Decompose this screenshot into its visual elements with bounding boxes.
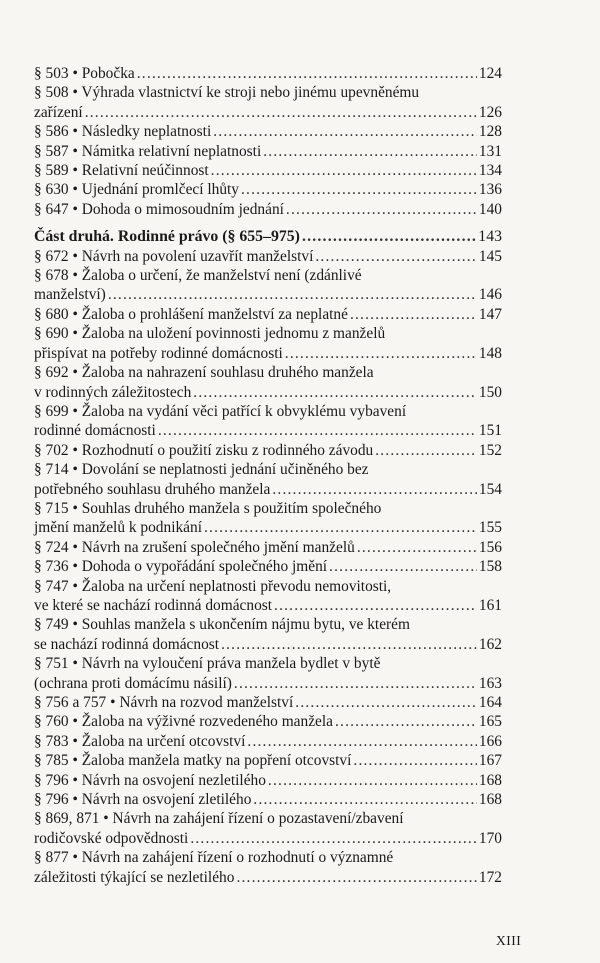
toc-entry [34,64,502,83]
toc-entry-title-line: § 785 • Žaloba manžela matky na popření otcovství [34,752,352,770]
toc-page-number: 136 [478,181,502,199]
toc-entry [34,771,502,790]
toc-entry-title-line: § 749 • Souhlas manžela s ukončením nájmu bytu, ve kterém [34,616,410,634]
toc-page-number: 134 [478,162,502,180]
toc-page-number: 151 [478,422,502,440]
toc-entry-row [34,64,502,83]
toc-entry-title-line: § 751 • Návrh na vyloučení práva manžela bydlet v bytě [34,655,381,673]
toc-page-number: 128 [478,123,502,141]
toc-page-number: 147 [478,305,502,323]
toc-entry-row [34,751,502,770]
toc-entry-title-line: § 692 • Žaloba na nahrazení souhlasu druhého manžela [34,364,374,382]
dot-leader [263,142,477,161]
toc-page-number: 145 [478,247,502,265]
dot-leader [315,247,477,266]
toc-entry-row [34,200,502,219]
toc-entry [34,732,502,751]
toc-page-number: 146 [478,286,502,304]
toc-entry-title-line: § 783 • Žaloba na určení otcovství [34,732,246,750]
toc-entry-row [34,180,502,199]
toc-entry-row [34,868,502,887]
toc-entry-row [34,480,502,499]
toc-page-number: 150 [478,383,502,401]
toc-entry [34,538,502,557]
toc-entry [34,712,502,731]
toc-page-number: 143 [478,228,502,246]
toc-page-number: 168 [478,771,502,789]
toc-entry-title-line: § 796 • Návrh na osvojení zletilého [34,791,252,809]
toc-entry-title-line: záležitosti týkající se nezletilého [34,868,235,886]
toc-page-number: 163 [478,674,502,692]
toc-entry [34,654,502,693]
toc-entry-row [34,790,502,809]
dot-leader [268,771,477,790]
toc-page-number: 170 [478,829,502,847]
toc-entry-row [34,285,502,304]
toc-entry [34,441,502,460]
toc-entry [34,809,502,848]
dot-leader [350,305,477,324]
dot-leader [193,383,477,402]
toc-entry-row [34,305,502,324]
toc-page-number: 152 [478,441,502,459]
toc-entry-title-line: § 647 • Dohoda o mimosoudním jednání [34,200,284,218]
toc-entry-row [34,247,502,266]
toc-entry-title-line: zařízení [34,103,83,121]
toc-entry-title-line: rodinné domácnosti [34,422,156,440]
toc-entry [34,142,502,161]
dot-leader [234,674,477,693]
dot-leader [158,421,477,440]
toc-entry-row [34,635,502,654]
toc-entry [34,577,502,616]
toc-entry-title-line: § 690 • Žaloba na uložení povinnosti jednomu z manželů [34,325,386,343]
toc-page-number: 172 [478,868,502,886]
toc-entry-row [34,732,502,751]
page-number: XIII [496,933,522,948]
toc-entry-title-line: § 589 • Relativní neúčinnost [34,162,209,180]
toc-entry-row [34,122,502,141]
toc-entry-title-line: § 796 • Návrh na osvojení nezletilého [34,771,266,789]
toc-entry-title-line: § 869, 871 • Návrh na zahájení řízení o pozastavení/zbavení [34,810,404,828]
toc-page-number: 166 [478,732,502,750]
dot-leader [211,161,477,180]
toc-entry-title-line: § 715 • Souhlas druhého manžela s použitím společného [34,499,382,517]
toc-entry-title-line: ve které se nachází rodinná domácnost [34,596,273,614]
toc-entry [34,460,502,499]
dot-leader [295,693,477,712]
dot-leader [236,868,476,887]
dot-leader [329,557,477,576]
toc-entry-row [34,712,502,731]
toc-page-number: 126 [478,103,502,121]
dot-leader [357,538,477,557]
toc-entry-row [34,674,502,693]
toc-entry [34,693,502,712]
toc-page-number: 168 [478,791,502,809]
toc-page-number: 155 [478,519,502,537]
toc-entry [34,161,502,180]
toc-entry-row [34,383,502,402]
toc-entry-row [34,829,502,848]
toc-page-number: 167 [478,752,502,770]
toc-page-number: 154 [478,480,502,498]
dot-leader [190,829,477,848]
toc-entry-row [34,538,502,557]
dot-leader [253,790,477,809]
dot-leader [247,732,477,751]
toc-entry-title-line: § 760 • Žaloba na výživné rozvedeného manžela [34,713,333,731]
toc-entry [34,848,502,887]
dot-leader [85,103,477,122]
toc-entry-title-line: § 747 • Žaloba na určení neplatnosti převodu nemovitosti, [34,577,392,595]
toc-entry-title-line: § 503 • Pobočka [34,65,135,82]
toc-entry-row [34,441,502,460]
toc-entry-title-line: § 630 • Ujednání promlčecí lhůty [34,181,239,199]
toc-entry [34,122,502,141]
toc-entry-title-line: § 678 • Žaloba o určení, že manželství není (zdánlivé [34,267,362,285]
toc-entry-row [34,771,502,790]
toc-entry-title-line: přispívat na potřeby rodinné domácnosti [34,344,283,362]
toc-page-number: 124 [478,65,502,82]
dot-leader [213,122,477,141]
toc-entry-title-line: § 702 • Rozhodnutí o použití zisku z rodinného závodu [34,441,374,459]
toc-entry-title-line: § 877 • Návrh na zahájení řízení o rozhodnutí o významné [34,849,394,867]
dot-leader [108,285,477,304]
toc-entry-row [34,421,502,440]
dot-leader [302,227,476,246]
dot-leader [353,751,477,770]
toc-entry [34,402,502,441]
toc-entry [34,557,502,576]
toc-page-number: 161 [478,596,502,614]
toc-entry-title-line: § 508 • Výhrada vlastnictví ke stroji nebo jinému upevněnému [34,84,420,102]
toc-page-number: 162 [478,635,502,653]
toc-page-number: 148 [478,344,502,362]
toc-entry-title-line: rodičovské odpovědnosti [34,829,189,847]
toc-entry-row [34,142,502,161]
toc-entry-title-line: § 756 a 757 • Návrh na rozvod manželství [34,694,294,711]
toc-entry [34,305,502,324]
toc-entry-row [34,557,502,576]
toc-entry-row [34,344,502,363]
toc-entry-title-line: se nachází rodinná domácnost [34,635,220,653]
dot-leader [375,441,477,460]
toc-page-number: 164 [478,694,502,711]
toc-entry-row [34,161,502,180]
toc-page-number: 158 [478,558,502,576]
toc-entry [34,790,502,809]
toc-entry-title-line: (ochrana proti domácímu násilí) [34,674,232,692]
dot-leader [241,180,477,199]
toc-entry-title-line: § 724 • Návrh na zrušení společného jmění manželů [34,538,355,556]
toc-entry-row [34,518,502,537]
toc-entry-title-line: § 672 • Návrh na povolení uzavřít manželství [34,247,314,265]
toc-entry-title-line: § 587 • Námitka relativní neplatnosti [34,142,262,160]
toc-entry-title-line: § 714 • Dovolání se neplatnosti jednání učiněného bez [34,461,369,479]
toc-entry-title-line: jmění manželů k podnikání [34,519,202,537]
toc-entry-title-line: potřebného souhlasu druhého manžela [34,480,271,498]
toc-entry [34,324,502,363]
dot-leader [286,200,477,219]
dot-leader [274,596,477,615]
toc-entry [34,615,502,654]
toc-entry-title-line: § 586 • Následky neplatnosti [34,123,212,141]
dot-leader [137,64,477,83]
toc-entry [34,266,502,305]
toc-page-number: 140 [478,200,502,218]
toc-entry-title-line: Část druhá. Rodinné právo (§ 655–975) [34,228,300,246]
toc-entry [34,247,502,266]
toc-page-number: 131 [478,142,502,160]
toc-entry-row [34,596,502,615]
toc-entry-title-line: § 736 • Dohoda o vypořádání společného jmění [34,558,328,576]
toc-entry-title-line: v rodinných záležitostech [34,383,192,401]
toc-page-number: 165 [478,713,502,731]
toc-entry [34,200,502,219]
toc-entry-row [34,693,502,712]
dot-leader [335,712,477,731]
toc-entry [34,363,502,402]
toc-page-number: 156 [478,538,502,556]
dot-leader [204,518,477,537]
toc-entry-row [34,103,502,122]
dot-leader [285,344,477,363]
toc-entry-title-line: § 699 • Žaloba na vydání věci patřící k obvyklému vybavení [34,402,407,420]
dot-leader [221,635,477,654]
toc-section-heading [34,227,502,246]
toc-entry [34,499,502,538]
toc-entry [34,83,502,122]
toc-entry [34,751,502,770]
dot-leader [272,480,477,499]
toc-entry-row [34,227,502,246]
toc-entry-title-line: § 680 • Žaloba o prohlášení manželství za neplatné [34,305,348,323]
table-of-contents [34,64,502,887]
toc-entry-title-line: manželství) [34,286,106,304]
toc-entry [34,180,502,199]
